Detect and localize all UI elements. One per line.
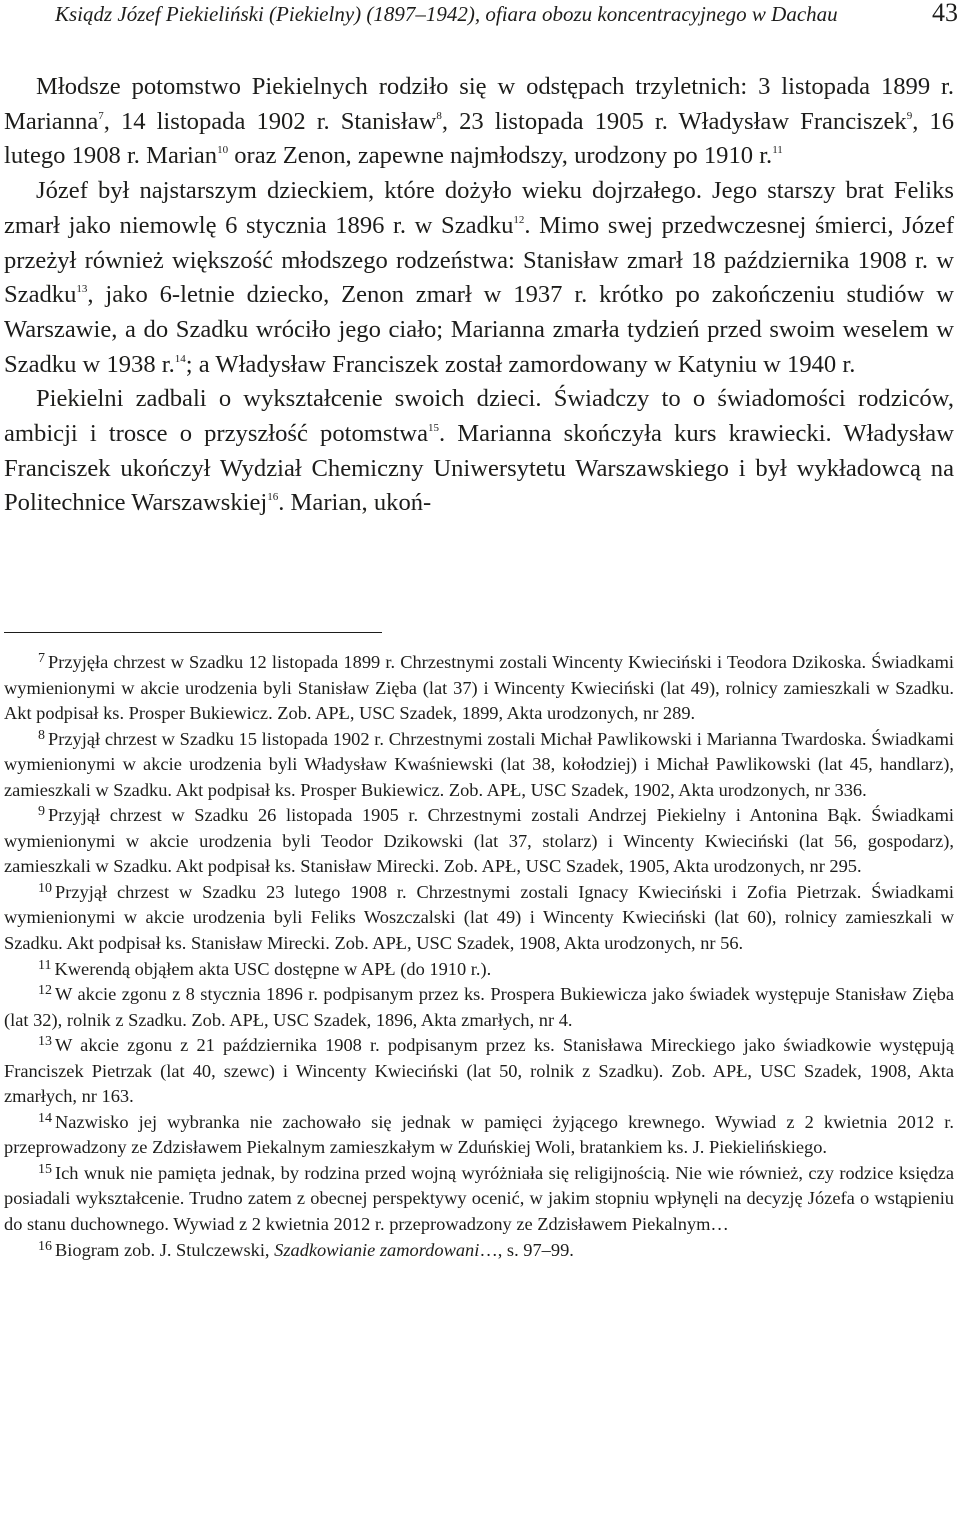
footnote	[4, 1238, 954, 1264]
footnote-text: …, s. 97–99.	[479, 1239, 574, 1260]
paragraph-3: Piekielni zadbali o wykształcenie swoich dzieci. Świadczy to o świadomości rodziców, ambicji i trosce o przyszłość potomstwa$^{15}$. Marianna skończyła kurs krawiecki. Władysław Franciszek ukończył Wydział Chemiczny Uniwersytetu Warszawskiego i był wykładowcą na Politechnice Warszawskiej$^{16}$. Marian, ukoń-	[4, 385, 954, 517]
footnote-text: Przyjęła chrzest w Szadku 12 listopada 1899 r. Chrzestnymi zostali Wincenty Kwieciński i Teodora Dzikoska. Świadkami wymienionymi w akcie urodzenia byli Stanisław Zięba (lat 37) i Wincenty Kwieciński (lat 49), rolnicy zamieszkali w Szadku. Akt podpisał ks. Prosper Bukiewicz. Zob. APŁ, USC Szadek, 1899, Akta urodzonych, nr 289.	[4, 652, 954, 724]
footnote-number: 12	[38, 983, 52, 999]
footnote	[4, 1033, 954, 1110]
footnote-text: Przyjął chrzest w Szadku 23 lutego 1908 r. Chrzestnymi zostali Ignacy Kwieciński i Zofia Pietrzak. Świadkami wymienionymi w akcie urodzenia byli Feliks Woszczalski (lat 49) i Wincenty Kwieciński (lat 60), rolnicy zamieszkali w Szadku. Akt podpisał ks. Stanisław Mirecki. Zob. APŁ, USC Szadek, 1908, Akta urodzonych, nr 56.	[4, 881, 954, 954]
footnote-number: 9	[38, 804, 45, 820]
footnote-number: 14	[38, 1110, 52, 1126]
footnotes	[4, 650, 954, 1263]
footnote	[4, 957, 954, 983]
footnote-ref[interactable]: 7	[98, 109, 104, 122]
footnote-text: W akcie zgonu z 21 października 1908 r. podpisanym przez ks. Stanisława Mireckiego jako świadkowie występują Franciszek Pietrzak (lat 40, szewc) i Wincenty Kwieciński (lat 50, rolnik z Szadku). Zob. APŁ, USC Szadek, 1908, Akta zmarłych, nr 163.	[4, 1035, 954, 1107]
footnote-text: Przyjął chrzest w Szadku 26 listopada 1905 r. Chrzestnymi zostali Andrzej Piekielny i Antonina Bąk. Świadkami wymienionymi w akcie urodzenia byli Teodor Dzikowski (lat 37, stolarz) i Wincenty Kwieciński (lat 56, gospodarz), zamieszkali w Szadku. Akt podpisał ks. Stanisław Mirecki. Zob. APŁ, USC Szadek, 1905, Akta urodzonych, nr 295.	[4, 805, 954, 877]
footnote	[4, 803, 954, 880]
footnote	[4, 1110, 954, 1161]
paragraph-1: Młodsze potomstwo Piekielnych rodziło się w odstępach trzyletnich: 3 listopada 1899 r. Marianna$^7$, 14 listopada 1902 r. Stanisław$^8$, 23 listopada 1905 r. Władysław Franciszek$^9$, 16 lutego 1908 r. Marian$^{10}$ oraz Zenon, zapewne najmłodszy, urodzony po 1910 r.$^{11}$	[4, 73, 954, 170]
footnote-ref[interactable]: 8	[436, 109, 442, 122]
footnote	[4, 1161, 954, 1238]
footnote-number: 8	[38, 727, 45, 743]
page-number: 43	[932, 0, 958, 27]
footnote	[4, 650, 954, 727]
footnote-ref[interactable]: 13	[76, 283, 88, 296]
footnote-ref[interactable]: 12	[513, 213, 525, 226]
footnote	[4, 982, 954, 1033]
footnote-ref[interactable]: 14	[174, 352, 186, 365]
footnote-number: 10	[38, 880, 52, 896]
footnote-text: Ich wnuk nie pamięta jednak, by rodzina przed wojną wyróżniała się religijnością. Nie wie również, czy rodzice księdza posiadali wykształcenie. Trudno zatem z obecnej perspektywy ocenić, w jakim stopniu wpłynęli na decyzję Józefa o wstąpieniu do stanu duchownego. Wywiad z 2 kwietnia 2012 r. przeprowadzony ze Zdzisławem Piekalnym…	[4, 1162, 954, 1235]
footnote-ref[interactable]: 9	[906, 109, 913, 122]
footnote-text: Biogram zob. J. Stulczewski,	[55, 1239, 275, 1260]
footnote-number: 15	[38, 1161, 52, 1177]
running-header	[0, 0, 960, 30]
footnote-ref[interactable]: 16	[267, 491, 279, 504]
footnote	[4, 880, 954, 957]
footnote-text: Przyjął chrzest w Szadku 15 listopada 1902 r. Chrzestnymi zostali Michał Pawlikowski i Marianna Twardoska. Świadkami wymienionymi w akcie urodzenia byli Władysław Kwaśniewski (lat 38, kołodziej) i Michał Pawlikowski (lat 45, handlarz), zamieszkali w Szadku. Akt podpisał ks. Prosper Bukiewicz. Zob. APŁ, USC Szadek, 1902, Akta urodzonych, nr 336.	[4, 728, 954, 800]
footnote-ref[interactable]: 15	[427, 422, 439, 435]
footnote-text: Kwerendą objąłem akta USC dostępne w APŁ (do 1910 r.).	[54, 958, 492, 979]
footnote-ref[interactable]: 10	[217, 144, 229, 157]
footnote-italic-title: Szadkowianie zamordowani	[274, 1239, 480, 1260]
footnote-separator	[4, 632, 382, 633]
main-text	[4, 70, 954, 521]
footnote	[4, 727, 954, 804]
footnote-text: Nazwisko jej wybranka nie zachowało się jednak w pamięci żyjącego krewnego. Wywiad z 2 kwietnia 2012 r. przeprowadzony ze Zdzisławem Piekalnym zamieszkałym w Zduńskiej Woli, bratankiem ks. J. Piekielińskiego.	[4, 1111, 954, 1158]
running-header-title: Ksiądz Józef Piekieliński (Piekielny) (1897–1942), ofiara obozu koncentracyjnego w Dachau	[55, 2, 838, 26]
paragraph-2: Józef był najstarszym dzieckiem, które dożyło wieku dojrzałego. Jego starszy brat Feliks zmarł jako niemowlę 6 stycznia 1896 r. w Szadku$^{12}$. Mimo swej przedwczesnej śmierci, Józef przeżył również większość młodszego rodzeństwa: Stanisław zmarł 18 października 1908 r. w Szadku$^{13}$, jako 6-letnie dziecko, Zenon zmarł w 1937 r. krótko po zakończeniu studiów w Warszawie, a do Szadku wróciło jego ciało; Marianna zmarła tydzień przed swoim weselem w Szadku w 1938 r.$^{14}$; a Władysław Franciszek został zamordowany w Katyniu w 1940 r.	[4, 177, 955, 378]
footnote-number: 11	[38, 957, 52, 973]
footnote-ref[interactable]: 11	[772, 144, 783, 157]
footnote-number: 13	[38, 1034, 52, 1050]
footnote-number: 16	[38, 1238, 52, 1254]
footnote-number: 7	[38, 651, 45, 666]
footnote-text: W akcie zgonu z 8 stycznia 1896 r. podpisanym przez ks. Prospera Bukiewicza jako świadek występuje Stanisław Zięba (lat 32), rolnik z Szadku. Zob. APŁ, USC Szadek, 1896, Akta zmarłych, nr 4.	[4, 984, 954, 1030]
